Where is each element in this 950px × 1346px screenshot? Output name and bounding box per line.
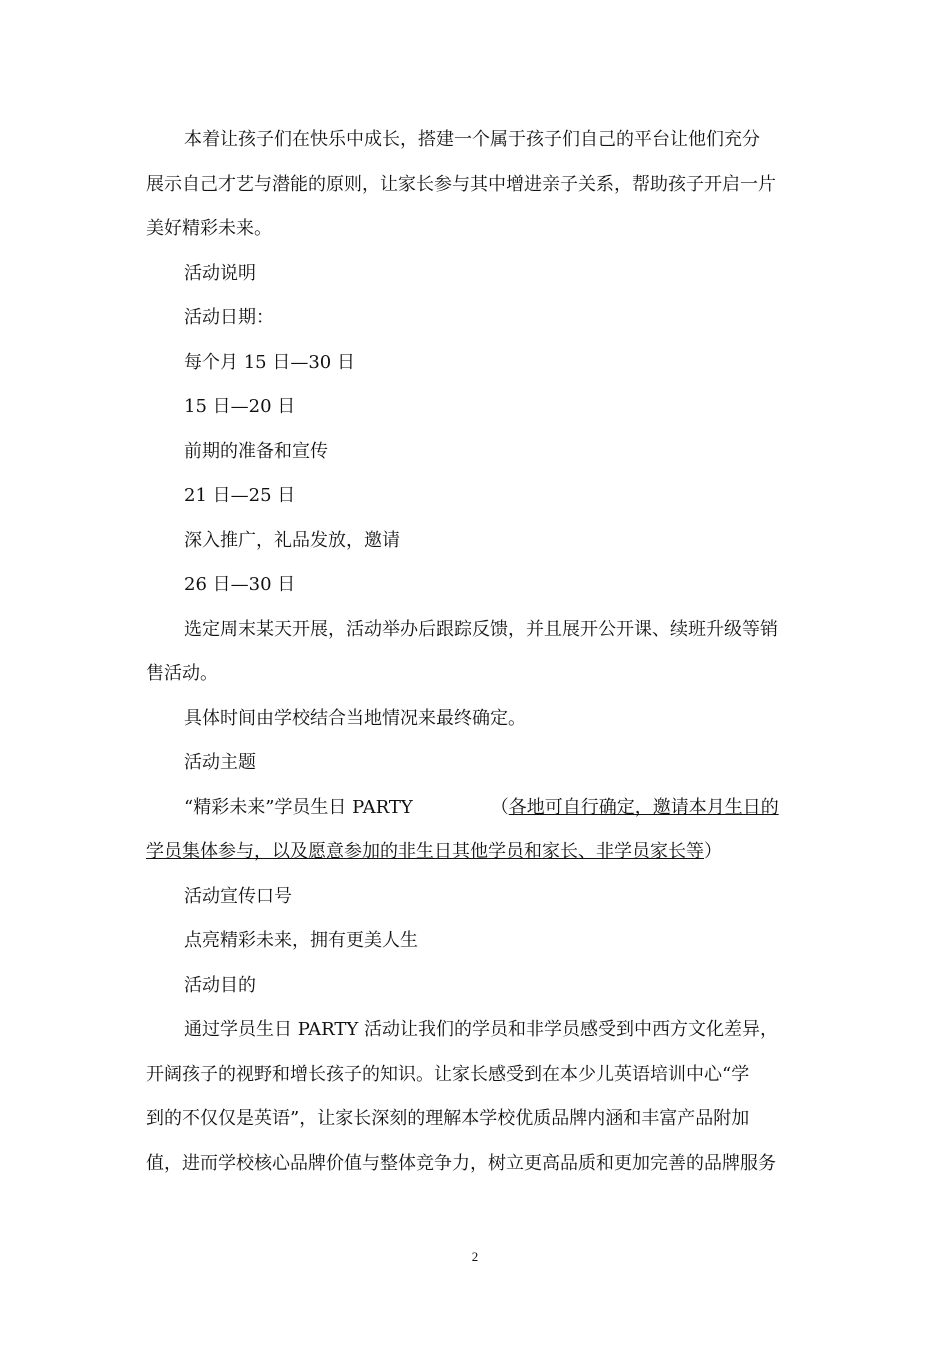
phase1-date: 15 日—20 日 [184,396,296,417]
phase3-date: 26 日—30 日 [184,574,296,595]
theme-title: “精彩未来”学员生日 PARTY [184,796,413,818]
intro-line-1: 本着让孩子们在快乐中成长，搭建一个属于孩子们自己的平台让他们充分 [184,129,760,150]
intro-line-3: 美好精彩未来。 [146,218,272,239]
theme-line-2 [146,830,806,875]
date-range: 每个月 15 日—30 日 [184,351,355,373]
document-body [146,118,806,1186]
purpose-line-1: 通过学员生日 PARTY 活动让我们的学员和非学员感受到中西方文化差异， [184,1019,779,1040]
heading-activity-description: 活动说明 [184,262,256,284]
phase2-description: 深入推广，礼品发放，邀请 [184,529,400,551]
phase3-line-2: 售活动。 [146,663,218,684]
phase1-description: 前期的准备和宣传 [184,440,328,462]
purpose-line-2: 开阔孩子的视野和增长孩子的知识。让家长感受到在本少儿英语培训中心“学 [146,1063,750,1085]
page-number: 2 [471,1249,479,1264]
purpose-line-4: 值，进而学校核心品牌价值与整体竞争力，树立更高品质和更加完善的品牌服务 [146,1152,776,1174]
theme-note-line-2: 学员集体参与，以及愿意参加的非生日其他学员和家长、非学员家长等 [146,841,704,862]
intro-line-2: 展示自己才艺与潜能的原则，让家长参与其中增进亲子关系，帮助孩子开启一片 [146,173,776,195]
theme-open-paren: （ [490,796,509,818]
heading-purpose: 活动目的 [184,974,256,996]
heading-slogan: 活动宣传口号 [184,885,292,907]
theme-note-line-1: 各地可自行确定，邀请本月生日的 [508,796,779,818]
theme-close-paren: ） [704,841,722,862]
heading-activity-date: 活动日期： [184,307,274,328]
purpose-line-3: 到的不仅仅是英语”，让家长深刻的理解本学校优质品牌内涵和丰富产品附加 [146,1108,750,1129]
theme-line-1 [146,786,806,831]
heading-activity-theme: 活动主题 [184,752,256,773]
time-note: 具体时间由学校结合当地情况来最终确定。 [184,707,526,729]
phase2-date: 21 日—25 日 [184,485,296,506]
phase3-line-1: 选定周末某天开展，活动举办后跟踪反馈，并且展开公开课、续班升级等销 [184,618,778,640]
slogan: 点亮精彩未来，拥有更美人生 [184,930,418,951]
